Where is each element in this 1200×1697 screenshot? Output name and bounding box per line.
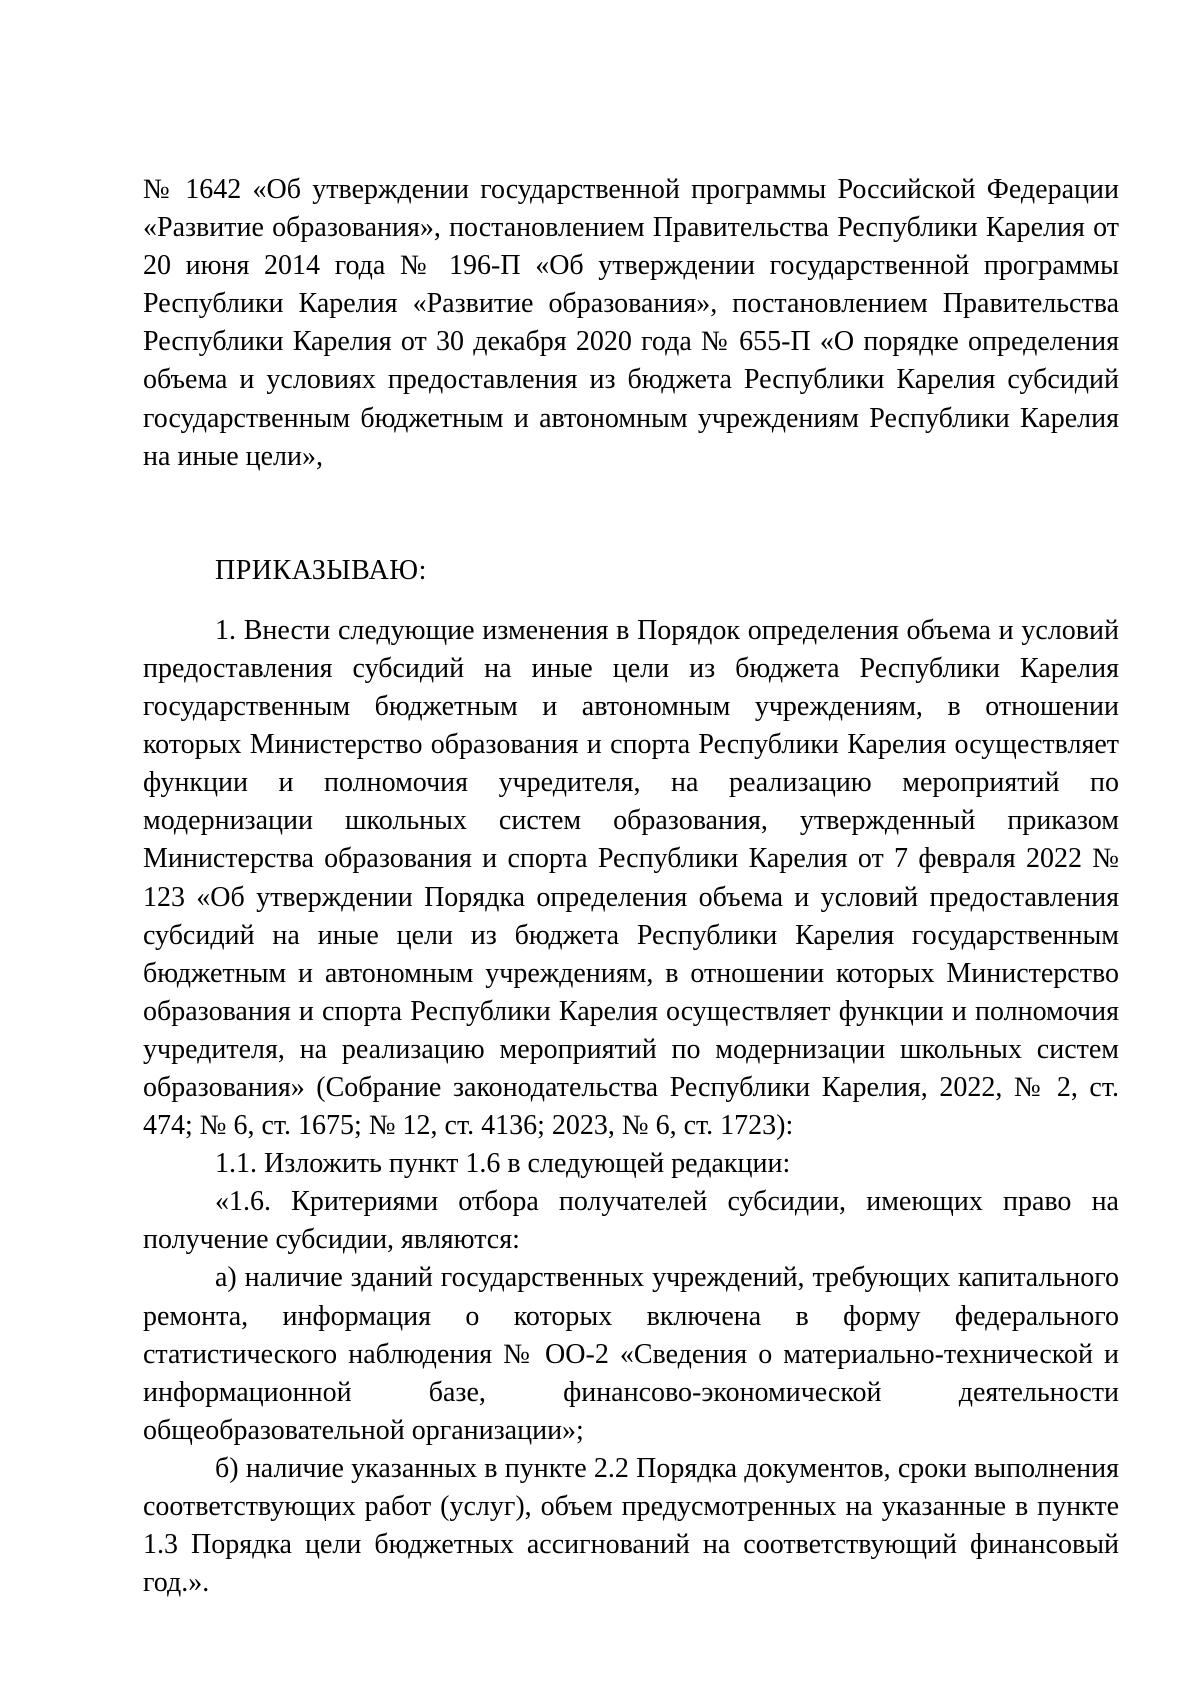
order-heading: ПРИКАЗЫВАЮ: xyxy=(215,554,427,586)
item-1-1-paragraph: 1.1. Изложить пункт 1.6 в следующей редакции: xyxy=(215,1148,791,1180)
item-a-paragraph: а) наличие зданий государственных учреждений, требующих капитального ремонта, информация о которых включена в форму федерального статистического наблюдения № ОО-2 «Сведения о материально-технической и информационной базе, финансово-экономической деятельности общеобразовательной организации»; xyxy=(143,1262,1119,1446)
item-b-paragraph: б) наличие указанных в пункте 2.2 Порядка документов, сроки выполнения соответствующих работ (услуг), объем предусмотренных на указанные в пункте 1.3 Порядка цели бюджетных ассигнований на соответствующий финансовый год.». xyxy=(143,1452,1119,1599)
spacer xyxy=(143,590,1119,612)
item-1-6-paragraph: «1.6. Критериями отбора получателей субсидии, имеющих право на получение субсидии, являются: xyxy=(143,1186,1119,1256)
document-page xyxy=(143,171,1119,1602)
spacer xyxy=(143,476,1119,552)
item-1-paragraph: 1. Внести следующие изменения в Порядок определения объема и условий предоставления субсидий на иные цели из бюджета Республики Карелия государственным бюджетным и автономным учреждениям, в отношении которых Министерство образования и спорта Республики Карелия осуществляет функции и полномочия учредителя, на реализацию мероприятий по модернизации школьных систем образования, утвержденный приказом Министерства образования и спорта Республики Карелия от 7 февраля 2022 № 123 «Об утверждении Порядка определения объема и условий предоставления субсидий на иные цели из бюджета Республики Карелия государственным бюджетным и автономным учреждениям, в отношении которых Министерство образования и спорта Республики Карелия осуществляет функции и полномочия учредителя, на реализацию мероприятий по модернизации школьных систем образования» (Собрание законодательства Республики Карелия, 2022, № 2, ст. 474; № 6, ст. 1675; № 12, ст. 4136; 2023, № 6, ст. 1723): xyxy=(143,614,1119,1142)
intro-paragraph: № 1642 «Об утверждении государственной программы Российской Федерации «Развитие образования», постановлением Правительства Республики Карелия от 20 июня 2014 года № 196-П «Об утверждении государственной программы Республики Карелия «Развитие образования», постановлением Правительства Республики Карелия от 30 декабря 2020 года № 655-П «О порядке определения объема и условиях предоставления из бюджета Республики Карелия субсидий государственным бюджетным и автономным учреждениям Республики Карелия на иные цели», xyxy=(143,174,1119,472)
